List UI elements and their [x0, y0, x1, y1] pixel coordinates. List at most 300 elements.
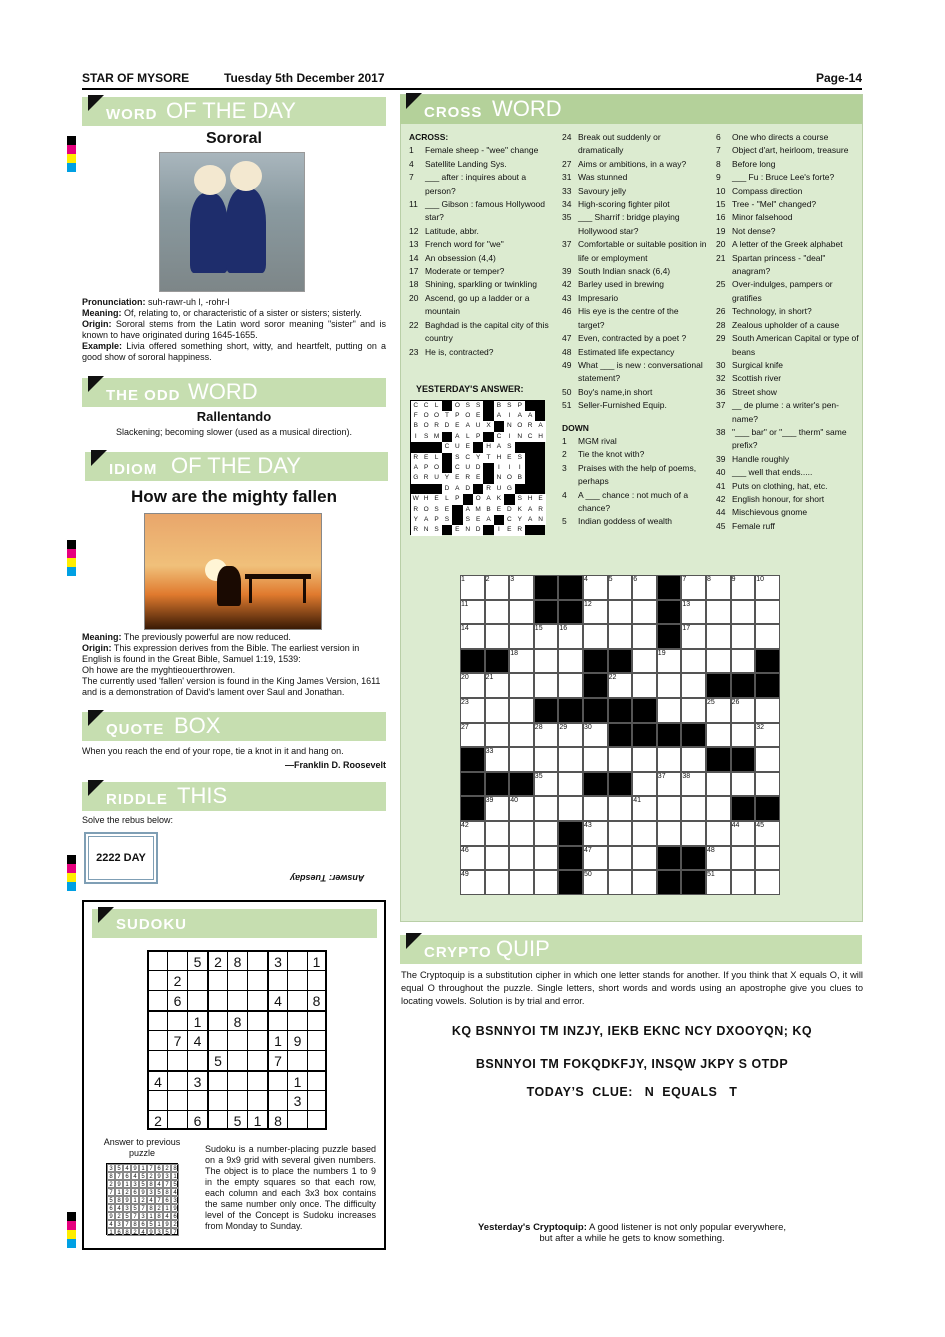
- sudoku-cell: [247, 1090, 267, 1110]
- crossword-cell[interactable]: [460, 649, 485, 674]
- sudoku-prev-cell: 3: [115, 1220, 123, 1228]
- sudoku-prev-cell: 9: [147, 1228, 155, 1236]
- answer-cell: C: [421, 401, 432, 412]
- crossword-cell[interactable]: [608, 698, 633, 723]
- answer-cell: R: [411, 505, 422, 516]
- clue: 27 Aims or ambitions, in a way?: [562, 158, 687, 169]
- sudoku-prev-cell: 9: [139, 1188, 147, 1196]
- clues-col2: [562, 131, 707, 529]
- sudoku-cell: [207, 1010, 227, 1030]
- sudoku-prev-cell: 5: [115, 1164, 123, 1172]
- crossword-cell[interactable]: 39: [485, 796, 510, 821]
- crossword-cell[interactable]: [632, 698, 657, 723]
- crossword-cell[interactable]: [608, 870, 633, 895]
- answer-cell: N: [494, 473, 505, 484]
- answer-cell: O: [452, 401, 463, 412]
- crossword-cell[interactable]: 51: [706, 870, 731, 895]
- sudoku-cell: [227, 1070, 247, 1090]
- crossword-cell[interactable]: [534, 575, 559, 600]
- crossword-cell[interactable]: [558, 649, 583, 674]
- crossword-cell[interactable]: [632, 846, 657, 871]
- answer-cell: L: [431, 453, 442, 464]
- riddle-answer: Answer: Tuesday: [290, 873, 365, 883]
- crossword-cell[interactable]: 40: [509, 796, 534, 821]
- crossword-cell[interactable]: 33: [485, 747, 510, 772]
- answer-cell: S: [421, 432, 432, 443]
- crossword-cell[interactable]: [657, 747, 682, 772]
- crossword-cell[interactable]: [681, 821, 706, 846]
- sudoku-prev-cell: 4: [115, 1204, 123, 1212]
- answer-cell: N: [463, 525, 474, 536]
- sudoku-prev-cell: 1: [115, 1188, 123, 1196]
- crossword-cell[interactable]: [534, 673, 559, 698]
- crossword-cell[interactable]: [681, 649, 706, 674]
- idiom-header: IDIOM OF THE DAY: [85, 452, 388, 481]
- crossword-cell[interactable]: [731, 624, 756, 649]
- crossword-cell[interactable]: [558, 870, 583, 895]
- clue: 50 Boy's name,in short: [562, 386, 653, 397]
- crossword-cell[interactable]: [755, 600, 780, 625]
- crossword-cell[interactable]: [558, 575, 583, 600]
- crossword-cell[interactable]: 27: [460, 723, 485, 748]
- crossword-cell[interactable]: [755, 772, 780, 797]
- sudoku-prev-cell: 1: [155, 1220, 163, 1228]
- crossword-cell[interactable]: [485, 600, 510, 625]
- clue: 20 A letter of the Greek alphabet: [716, 239, 843, 250]
- sudoku-cell: 6: [187, 1110, 207, 1130]
- clue: 24 Break out suddenly or dramatically: [562, 132, 661, 156]
- crossword-cell[interactable]: [509, 846, 534, 871]
- crossword-cell[interactable]: [485, 698, 510, 723]
- sudoku-cell: [227, 990, 247, 1010]
- answer-cell: I: [504, 432, 515, 443]
- crossword-cell[interactable]: 48: [706, 846, 731, 871]
- sudoku-cell: 3: [287, 1090, 307, 1110]
- crossword-cell[interactable]: [681, 698, 706, 723]
- sudoku-prev-cell: 5: [155, 1188, 163, 1196]
- answer-cell: Y: [473, 453, 484, 464]
- crossword-cell[interactable]: [558, 673, 583, 698]
- crossword-cell[interactable]: [755, 747, 780, 772]
- crossword-cell[interactable]: 38: [681, 772, 706, 797]
- crossword-cell[interactable]: 42: [460, 821, 485, 846]
- crossword-cell[interactable]: [657, 673, 682, 698]
- crossword-cell[interactable]: [755, 698, 780, 723]
- crossword-cell[interactable]: [460, 796, 485, 821]
- answer-cell: I: [515, 463, 526, 474]
- sudoku-cell: 4: [147, 1070, 167, 1090]
- word-of-day-header: [82, 97, 386, 126]
- sudoku-prev-cell: 7: [139, 1204, 147, 1212]
- crossword-cell[interactable]: [681, 870, 706, 895]
- crossword-cell[interactable]: [485, 649, 510, 674]
- crossword-cell[interactable]: [485, 846, 510, 871]
- crossword-cell[interactable]: [657, 575, 682, 600]
- crossword-cell[interactable]: [558, 600, 583, 625]
- sudoku-prev-cell: 9: [171, 1204, 179, 1212]
- crossword-cell[interactable]: 10: [755, 575, 780, 600]
- answer-cell: Y: [442, 473, 453, 484]
- sudoku-cell: [207, 1110, 227, 1130]
- crossword-cell[interactable]: [460, 772, 485, 797]
- sudoku-prev-cell: 2: [115, 1212, 123, 1220]
- crossword-cell[interactable]: [509, 723, 534, 748]
- crossword-cell[interactable]: [485, 723, 510, 748]
- crossword-cell[interactable]: [509, 747, 534, 772]
- crossword-cell[interactable]: [657, 870, 682, 895]
- answer-cell: P: [431, 515, 442, 526]
- crossword-cell[interactable]: [558, 821, 583, 846]
- crossword-cell[interactable]: 28: [534, 723, 559, 748]
- crossword-cell[interactable]: [706, 600, 731, 625]
- crossword-cell[interactable]: [706, 723, 731, 748]
- answer-cell: U: [473, 421, 484, 432]
- answer-cell: H: [525, 494, 536, 505]
- crossword-cell[interactable]: [509, 772, 534, 797]
- crossword-cell[interactable]: [509, 821, 534, 846]
- clue: 19 Not dense?: [716, 225, 776, 236]
- crossword-cell[interactable]: [608, 624, 633, 649]
- answer-cell: T: [483, 453, 494, 464]
- sudoku-cell: 5: [207, 1050, 227, 1070]
- crossword-cell[interactable]: 8: [706, 575, 731, 600]
- crossword-cell[interactable]: [755, 649, 780, 674]
- sudoku-cell: 2: [207, 950, 227, 970]
- crossword-cell[interactable]: 19: [657, 649, 682, 674]
- crossword-cell[interactable]: [608, 747, 633, 772]
- cryptoquip-header: CRYPTO QUIP: [400, 935, 862, 964]
- answer-cell: A: [525, 411, 536, 422]
- answer-cell: C: [463, 453, 474, 464]
- clue: 6 One who directs a course: [716, 132, 829, 142]
- crossword-cell[interactable]: [509, 673, 534, 698]
- sudoku-cell: [167, 1050, 187, 1070]
- sudoku-prev-cell: 5: [139, 1172, 147, 1180]
- crossword-cell[interactable]: 37: [657, 772, 682, 797]
- crossword-cell[interactable]: 17: [681, 624, 706, 649]
- crossword-cell[interactable]: 15: [534, 624, 559, 649]
- crossword-cell[interactable]: [632, 649, 657, 674]
- crossword-cell[interactable]: [460, 747, 485, 772]
- yesterday-label: YESTERDAY'S ANSWER:: [416, 384, 524, 394]
- sudoku-cell: [167, 1090, 187, 1110]
- answer-cell: E: [421, 453, 432, 464]
- sudoku-cell: [307, 1110, 327, 1130]
- crossword-cell[interactable]: 4: [583, 575, 608, 600]
- sudoku-cell: [247, 970, 267, 990]
- crossword-cell[interactable]: 11: [460, 600, 485, 625]
- crossword-cell[interactable]: [632, 747, 657, 772]
- crossword-cell[interactable]: 26: [731, 698, 756, 723]
- sudoku-cell: 6: [167, 990, 187, 1010]
- crossword-cell[interactable]: [608, 772, 633, 797]
- sudoku-cell: 4: [267, 990, 287, 1010]
- answer-cell: S: [515, 494, 526, 505]
- answer-cell: A: [515, 411, 526, 422]
- crossword-cell[interactable]: [485, 772, 510, 797]
- crossword-cell[interactable]: [534, 747, 559, 772]
- answer-cell: P: [421, 463, 432, 474]
- answer-cell: R: [431, 421, 442, 432]
- crossword-cell[interactable]: 9: [731, 575, 756, 600]
- answer-cell: A: [525, 505, 536, 516]
- crossword-cell[interactable]: 46: [460, 846, 485, 871]
- answer-cell: U: [431, 473, 442, 484]
- crossword-cell[interactable]: [657, 796, 682, 821]
- sudoku-prev-cell: 6: [131, 1188, 139, 1196]
- crossword-cell[interactable]: 43: [583, 821, 608, 846]
- crossword-cell[interactable]: [583, 673, 608, 698]
- crossword-cell[interactable]: [608, 846, 633, 871]
- crossword-cell[interactable]: [509, 870, 534, 895]
- sudoku-cell: [167, 1010, 187, 1030]
- sudoku-prev-cell: 1: [171, 1172, 179, 1180]
- crossword-cell[interactable]: [583, 747, 608, 772]
- crossword-cell[interactable]: 25: [706, 698, 731, 723]
- crossword-cell[interactable]: 30: [583, 723, 608, 748]
- crossword-cell[interactable]: [681, 846, 706, 871]
- crossword-cell[interactable]: 2: [485, 575, 510, 600]
- answer-cell: D: [473, 463, 484, 474]
- color-bar: [67, 1212, 76, 1248]
- crossword-cell[interactable]: [731, 846, 756, 871]
- answer-cell: S: [504, 401, 515, 412]
- sudoku-prev-cell: 3: [123, 1204, 131, 1212]
- crossword-cell[interactable]: [485, 821, 510, 846]
- crossword-cell[interactable]: [706, 649, 731, 674]
- crossword-cell[interactable]: 45: [755, 821, 780, 846]
- clue: 42 English honour, for short: [716, 493, 825, 504]
- sudoku-prev-cell: 1: [139, 1164, 147, 1172]
- sudoku-prev-cell: 4: [171, 1188, 179, 1196]
- crossword-cell[interactable]: [632, 723, 657, 748]
- crossword-cell[interactable]: [706, 772, 731, 797]
- sudoku-prev-cell: 5: [171, 1180, 179, 1188]
- answer-cell: P: [452, 411, 463, 422]
- crossword-cell[interactable]: [731, 723, 756, 748]
- crossword-cell[interactable]: [509, 600, 534, 625]
- crossword-cell[interactable]: [583, 772, 608, 797]
- crossword-cell[interactable]: 44: [731, 821, 756, 846]
- crossword-cell[interactable]: [657, 600, 682, 625]
- crossword-cell[interactable]: [509, 698, 534, 723]
- sudoku-prev-cell: 5: [147, 1220, 155, 1228]
- crossword-cell[interactable]: 22: [608, 673, 633, 698]
- sudoku-prev-cell: 3: [163, 1172, 171, 1180]
- answer-cell: E: [442, 505, 453, 516]
- crossword-cell[interactable]: [558, 796, 583, 821]
- sudoku-cell: [167, 1110, 187, 1130]
- crossword-cell[interactable]: [755, 870, 780, 895]
- crossword-cell[interactable]: 12: [583, 600, 608, 625]
- crossword-cell[interactable]: 29: [558, 723, 583, 748]
- crossword-cell[interactable]: [706, 673, 731, 698]
- crossword-cell[interactable]: [485, 870, 510, 895]
- crossword-cell[interactable]: [485, 624, 510, 649]
- crossword-cell[interactable]: [681, 796, 706, 821]
- crossword-cell[interactable]: [632, 821, 657, 846]
- crossword-cell[interactable]: 6: [632, 575, 657, 600]
- crossword-cell[interactable]: [534, 821, 559, 846]
- clue: 32 Scottish river: [716, 373, 782, 384]
- answer-cell: I: [504, 463, 515, 474]
- crossword-cell[interactable]: 50: [583, 870, 608, 895]
- crossword-cell[interactable]: [755, 796, 780, 821]
- crossword-cell[interactable]: [534, 600, 559, 625]
- answer-cell: S: [463, 401, 474, 412]
- crossword-cell[interactable]: [681, 723, 706, 748]
- crossword-cell[interactable]: [632, 870, 657, 895]
- crossword-cell[interactable]: [509, 624, 534, 649]
- answer-cell: E: [473, 411, 484, 422]
- sudoku-cell: 8: [307, 990, 327, 1010]
- crossword-cell[interactable]: [657, 821, 682, 846]
- sudoku-prev-cell: 8: [131, 1220, 139, 1228]
- sudoku-prev-cell: 4: [155, 1180, 163, 1188]
- sudoku-cell: [287, 990, 307, 1010]
- crossword-cell[interactable]: 21: [485, 673, 510, 698]
- sudoku-prev-cell: 6: [107, 1204, 115, 1212]
- clue: 47 Even, contracted by a poet ?: [562, 333, 687, 344]
- crossword-cell[interactable]: 20: [460, 673, 485, 698]
- answer-cell: A: [525, 515, 536, 526]
- crossword-cell[interactable]: 18: [509, 649, 534, 674]
- clue: 26 Technology, in short?: [716, 306, 812, 317]
- crossword-cell[interactable]: 16: [558, 624, 583, 649]
- sudoku-prev-cell: 4: [139, 1228, 147, 1236]
- sudoku-prev-cell: 1: [131, 1196, 139, 1204]
- answer-cell: O: [431, 411, 442, 422]
- answer-cell: G: [411, 473, 422, 484]
- crossword-cell[interactable]: [706, 796, 731, 821]
- crossword-cell[interactable]: [657, 846, 682, 871]
- sudoku-prev-cell: 5: [139, 1180, 147, 1188]
- crossword-cell[interactable]: 32: [755, 723, 780, 748]
- crossword-cell[interactable]: 35: [534, 772, 559, 797]
- crossword-cell[interactable]: [608, 821, 633, 846]
- clue: 15 Tree - "Mel" changed?: [716, 199, 817, 210]
- clue: 30 Surgical knife: [716, 359, 784, 370]
- crossword-cell[interactable]: 5: [608, 575, 633, 600]
- answer-cell: E: [504, 453, 515, 464]
- crossword-cell[interactable]: [608, 796, 633, 821]
- crossword-cell[interactable]: [632, 624, 657, 649]
- crossword-cell[interactable]: [657, 624, 682, 649]
- crossword-cell[interactable]: [608, 600, 633, 625]
- crossword-cell[interactable]: [583, 796, 608, 821]
- crossword-cell[interactable]: [632, 673, 657, 698]
- crossword-cell[interactable]: [731, 772, 756, 797]
- cryptoquip-intro: The Cryptoquip is a substitution cipher in which one letter stands for another. If you think that X equals O, it will equal O throughout the puzzle. Single letters, short words and words using an apostrophe give you clues to locating vowels. Solution is by trial and error.: [401, 970, 863, 1006]
- crossword-cell[interactable]: [608, 649, 633, 674]
- sudoku-cell: [247, 1030, 267, 1050]
- answer-cell: T: [442, 411, 453, 422]
- sudoku-cell: [147, 970, 167, 990]
- clue: 18 Shining, sparkling or twinkling: [409, 279, 537, 290]
- crossword-cell[interactable]: [755, 624, 780, 649]
- crossword-cell[interactable]: 47: [583, 846, 608, 871]
- answer-cell: A: [483, 515, 494, 526]
- crossword-cell[interactable]: [731, 796, 756, 821]
- crossword-cell[interactable]: [583, 624, 608, 649]
- crossword-cell[interactable]: [681, 747, 706, 772]
- crossword-cell[interactable]: [657, 698, 682, 723]
- crossword-cell[interactable]: 23: [460, 698, 485, 723]
- crossword-cell[interactable]: [534, 649, 559, 674]
- crossword-cell[interactable]: [755, 846, 780, 871]
- answer-cell: D: [473, 525, 484, 536]
- crossword-cell[interactable]: [706, 747, 731, 772]
- crossword-cell[interactable]: [558, 698, 583, 723]
- down-label: DOWN: [562, 422, 589, 433]
- crossword-cell[interactable]: [731, 870, 756, 895]
- clue: 28 Zealous upholder of a cause: [716, 319, 840, 330]
- answer-cell: B: [494, 401, 505, 412]
- idiom-phrase: How are the mighty fallen: [131, 487, 337, 506]
- crossword-cell[interactable]: 7: [681, 575, 706, 600]
- crossword-cell[interactable]: 41: [632, 796, 657, 821]
- crossword-cell[interactable]: [706, 821, 731, 846]
- crossword-cell[interactable]: 3: [509, 575, 534, 600]
- crossword-cell[interactable]: [558, 772, 583, 797]
- crossword-cell[interactable]: [657, 723, 682, 748]
- crossword-cell[interactable]: [731, 673, 756, 698]
- crossword-cell[interactable]: 49: [460, 870, 485, 895]
- clue: 9 ___ Fu : Bruce Lee's forte?: [716, 172, 835, 183]
- answer-cell: P: [452, 494, 463, 505]
- sudoku-cell: [147, 990, 167, 1010]
- crossword-cell[interactable]: [755, 673, 780, 698]
- crossword-cell[interactable]: [731, 747, 756, 772]
- corner-triangle-icon: [91, 450, 107, 466]
- sudoku-cell: [227, 1050, 247, 1070]
- sudoku-prev-cell: 4: [107, 1220, 115, 1228]
- crossword-cell[interactable]: [558, 846, 583, 871]
- crossword-cell[interactable]: [632, 600, 657, 625]
- sudoku-cell: [207, 1070, 227, 1090]
- crossword-cell[interactable]: [681, 673, 706, 698]
- clue: 51 Seller-Furnished Equip.: [562, 400, 667, 411]
- crossword-cell[interactable]: 13: [681, 600, 706, 625]
- color-bar: [67, 136, 76, 172]
- clue: 37 __ de plume : a writer's pen-name?: [716, 400, 839, 424]
- sudoku-prev-cell: 6: [155, 1164, 163, 1172]
- crossword-cell[interactable]: [583, 698, 608, 723]
- clue: 49 What ___ is new : conversational statement?: [562, 359, 703, 384]
- crossword-cell[interactable]: [534, 698, 559, 723]
- answer-cell: D: [463, 484, 474, 495]
- crossword-cell[interactable]: [731, 649, 756, 674]
- crossword-cell[interactable]: [534, 870, 559, 895]
- sudoku-prev-cell: 2: [163, 1164, 171, 1172]
- color-bar: [67, 855, 76, 891]
- crossword-cell[interactable]: [583, 649, 608, 674]
- answer-cell: L: [463, 432, 474, 443]
- sudoku-cell: [147, 1010, 167, 1030]
- crossword-cell[interactable]: [706, 624, 731, 649]
- crossword-cell[interactable]: [632, 772, 657, 797]
- crossword-cell[interactable]: [534, 846, 559, 871]
- crossword-cell[interactable]: [608, 723, 633, 748]
- answer-cell: D: [504, 505, 515, 516]
- crossword-cell[interactable]: [534, 796, 559, 821]
- crossword-cell[interactable]: [731, 600, 756, 625]
- sudoku-prev-cell: 7: [147, 1164, 155, 1172]
- crossword-cell[interactable]: 14: [460, 624, 485, 649]
- crossword-cell[interactable]: [558, 747, 583, 772]
- corner-triangle-icon: [98, 907, 114, 923]
- crossword-cell[interactable]: 1: [460, 575, 485, 600]
